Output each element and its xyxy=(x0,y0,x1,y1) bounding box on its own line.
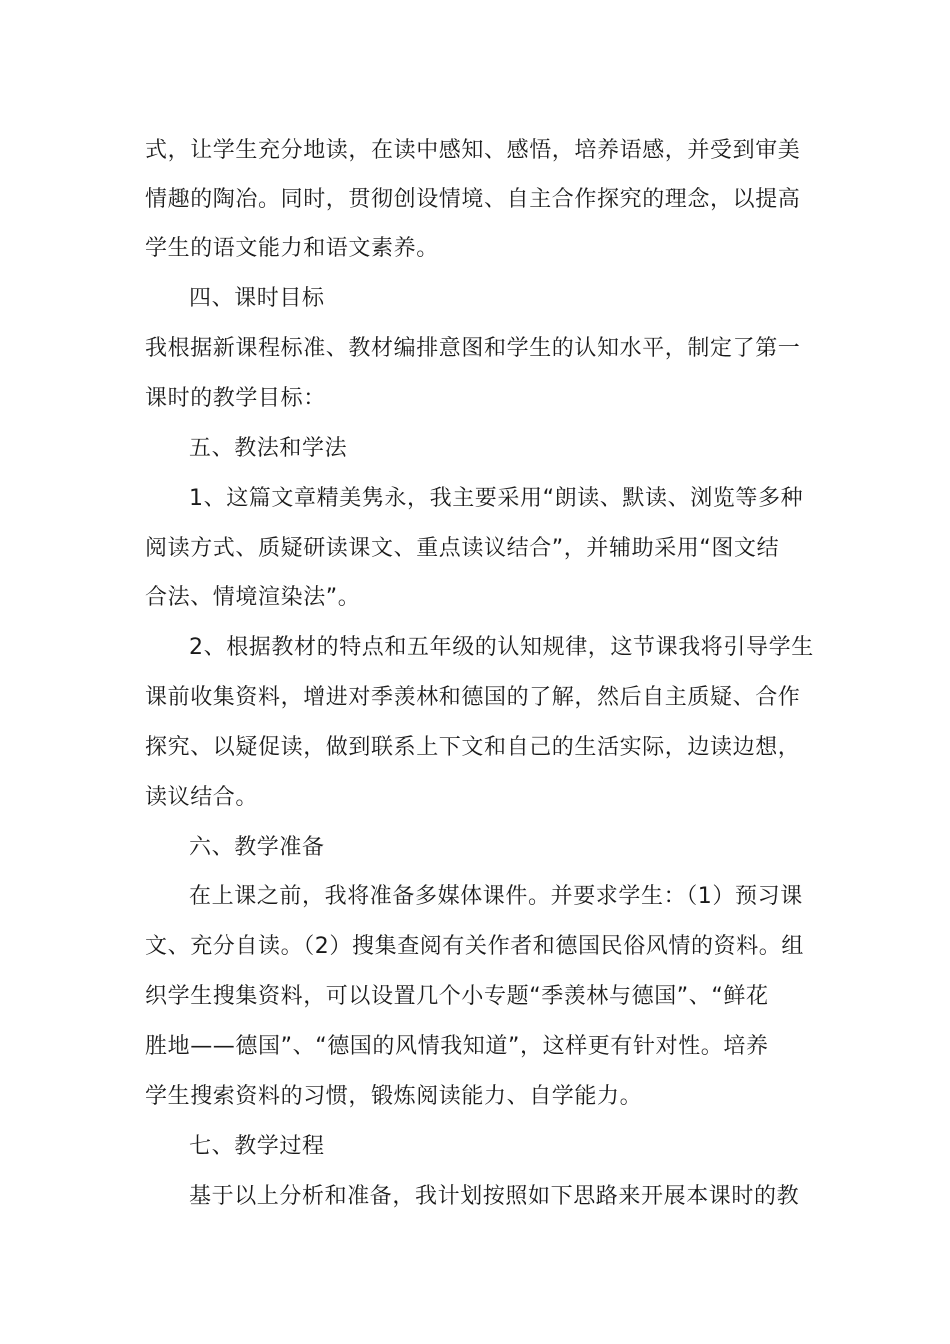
paragraph-line: 基于以上分析和准备，我计划按照如下思路来开展本课时的教 xyxy=(189,1184,800,1209)
paragraph-line: 式，让学生充分地读，在读中感知、感悟，培养语感，并受到审美 xyxy=(145,138,801,163)
paragraph-line: 在上课之前，我将准备多媒体课件。并要求学生：（1）预习课 xyxy=(189,884,803,909)
paragraph-line: 学生的语文能力和语文素养。 xyxy=(145,236,439,261)
section-heading: 七、教学过程 xyxy=(189,1134,325,1159)
paragraph-line: 探究、以疑促读，做到联系上下文和自己的生活实际，边读边想， xyxy=(145,735,801,760)
paragraph-line: 阅读方式、质疑研读课文、重点读议结合”，并辅助采用“图文结 xyxy=(145,536,780,561)
paragraph-line: 学生搜索资料的习惯，锻炼阅读能力、自学能力。 xyxy=(145,1084,643,1109)
paragraph-line: 情趣的陶冶。同时，贯彻创设情境、自主合作探究的理念，以提高 xyxy=(145,187,801,212)
section-heading: 六、教学准备 xyxy=(189,835,325,860)
paragraph-line: 课前收集资料，增进对季羡林和德国的了解，然后自主质疑、合作 xyxy=(145,685,801,710)
paragraph-line: 1、这篇文章精美隽永，我主要采用“朗读、默读、浏览等多种 xyxy=(189,486,804,511)
paragraph-line: 我根据新课程标准、教材编排意图和学生的认知水平，制定了第一 xyxy=(145,336,801,361)
paragraph-line: 织学生搜集资料，可以设置几个小专题“季羡林与德国”、“鲜花 xyxy=(145,984,769,1009)
paragraph-line: 胜地——德国”、“德国的风情我知道”，这样更有针对性。培养 xyxy=(145,1034,769,1059)
paragraph-line: 文、充分自读。（2）搜集查阅有关作者和德国民俗风情的资料。组 xyxy=(145,934,804,959)
paragraph-line: 合法、情境渲染法”。 xyxy=(145,585,361,610)
section-heading: 四、课时目标 xyxy=(189,286,325,311)
paragraph-line: 读议结合。 xyxy=(145,785,259,810)
paragraph-line: 课时的教学目标： xyxy=(145,386,326,411)
paragraph-line: 2、根据教材的特点和五年级的认知规律，这节课我将引导学生 xyxy=(189,635,814,660)
section-heading: 五、教法和学法 xyxy=(189,436,348,461)
